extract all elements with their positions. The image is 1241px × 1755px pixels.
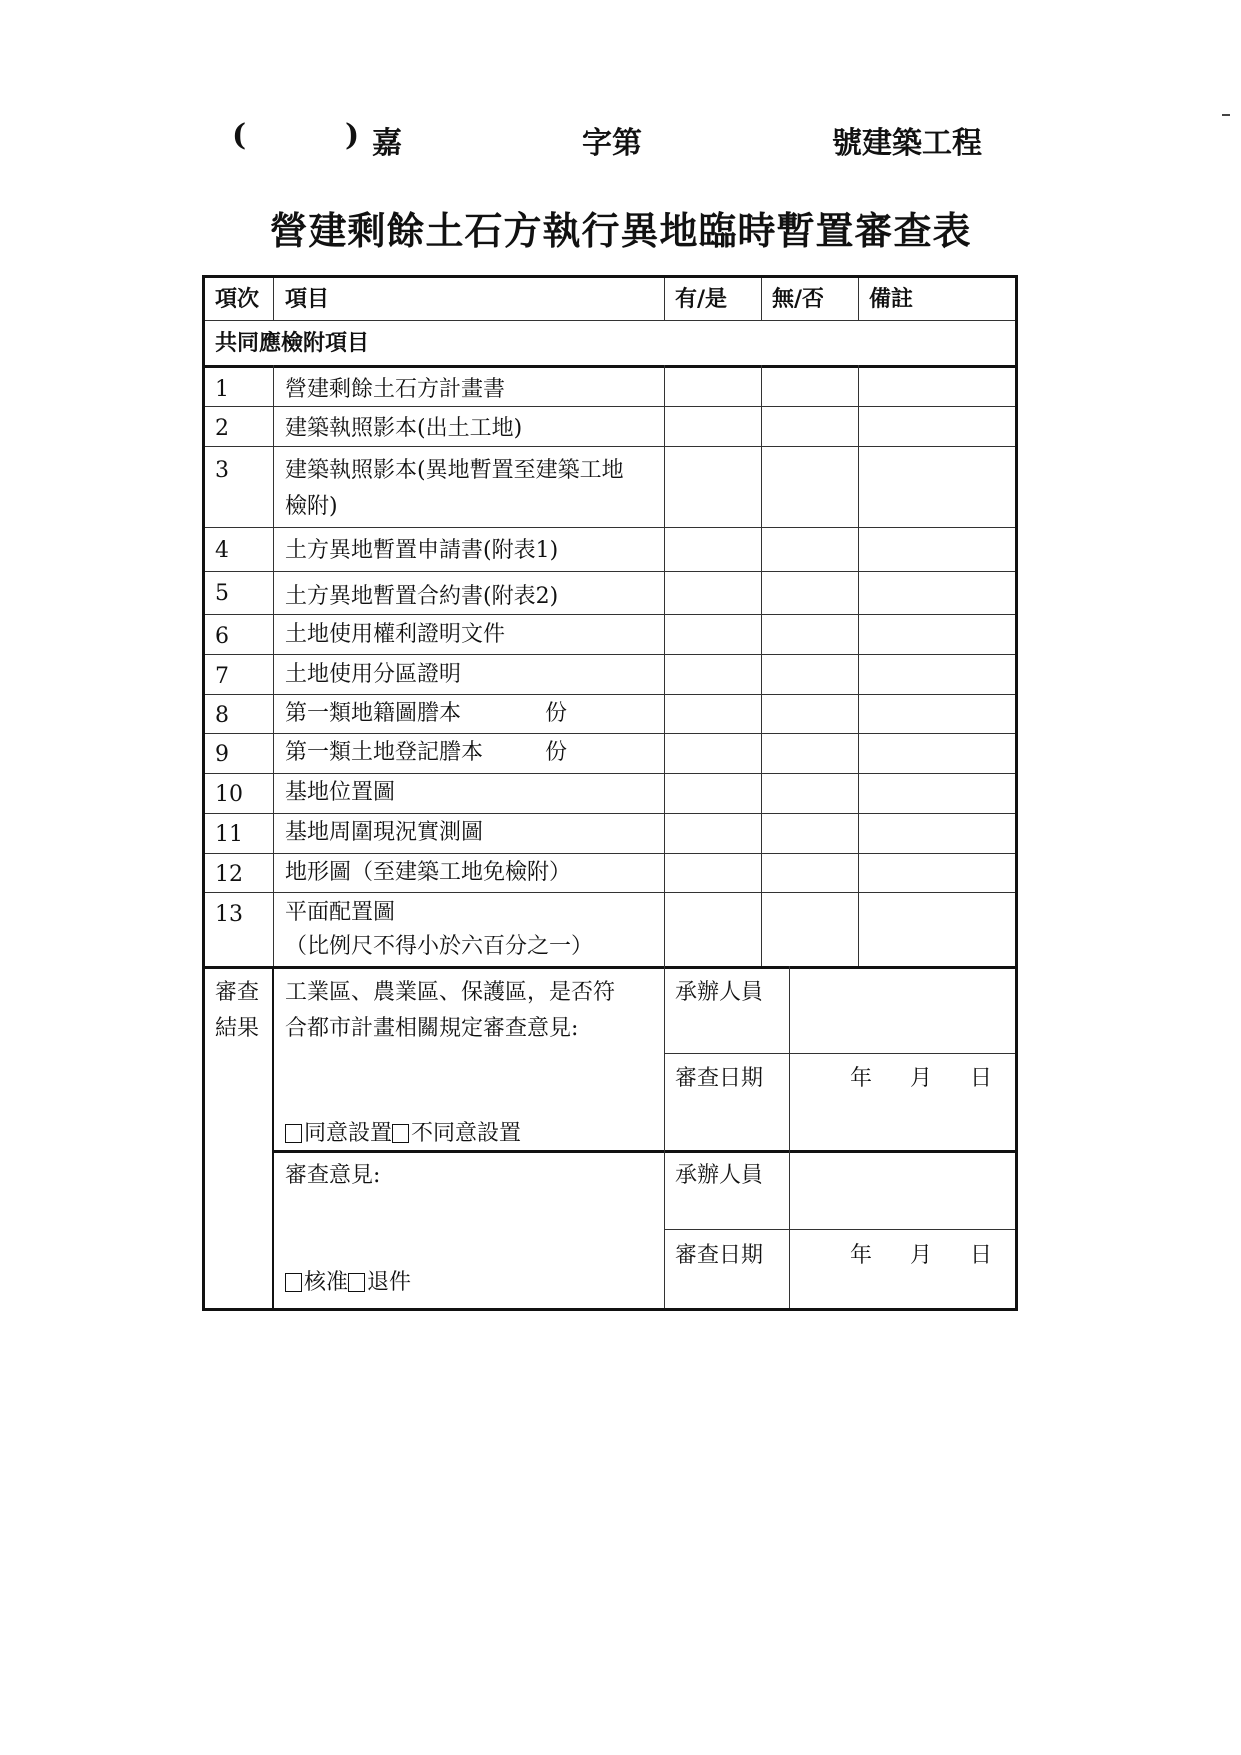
date-month: 月 [910, 1066, 933, 1091]
row-text: 地形圖（至建築工地免檢附） [285, 860, 572, 885]
rule-row12 [205, 892, 1015, 893]
section-label: 共同應檢附項目 [215, 330, 370, 356]
review-label: 審查 [215, 980, 260, 1005]
document-header [0, 118, 1241, 161]
rule-row7 [205, 694, 1015, 695]
vrule-no-head [761, 278, 762, 320]
row-text: 基地周圍現況實測圖 [285, 820, 484, 845]
header-paren-close: ) [345, 118, 360, 153]
opinion-label: 審查意見: [285, 1163, 381, 1188]
header-zi-di: 字第 [582, 126, 642, 161]
row-text: 平面配置圖 [285, 900, 396, 925]
vrule-no [761, 365, 762, 966]
rule-row8 [205, 733, 1015, 734]
vrule-yes-head [664, 278, 665, 320]
vrule-yes [664, 365, 665, 1308]
vrule-review-label [272, 966, 274, 1308]
date-year: 年 [850, 1243, 873, 1268]
row-text: 土地使用權利證明文件 [285, 622, 506, 647]
date-year: 年 [850, 1066, 873, 1091]
approve-label: 核准 [304, 1270, 349, 1295]
row-text: 建築執照影本(出土工地) [285, 416, 523, 441]
review-date-label: 審查日期 [675, 1243, 764, 1268]
zoning-question-cont: 合都市計畫相關規定審查意見: [285, 1016, 579, 1041]
review-date-label: 審查日期 [675, 1066, 764, 1091]
row-text: 第一類地籍圖謄本 [285, 701, 462, 726]
rule-review-top [205, 966, 1015, 969]
rule-row10 [205, 813, 1015, 814]
officer-label: 承辦人員 [675, 1163, 764, 1188]
vrule-index [273, 365, 274, 966]
rule-block1-mid [664, 1053, 1015, 1054]
row-no: 7 [215, 664, 229, 689]
return-checkbox[interactable] [348, 1273, 365, 1292]
col-header-yes: 有/是 [675, 286, 728, 312]
row-text-cont: 檢附) [285, 494, 338, 519]
row-no: 9 [215, 742, 229, 767]
rule-row9 [205, 773, 1015, 774]
row-no: 13 [215, 902, 243, 927]
vrule-officer [789, 966, 790, 1308]
rule-row3 [205, 527, 1015, 528]
row-no: 12 [215, 862, 243, 887]
rule-header [205, 320, 1015, 321]
row-text: 第一類土地登記謄本 [285, 740, 484, 765]
row-no: 8 [215, 703, 229, 728]
row-no: 2 [215, 416, 229, 441]
row-text: 土方異地暫置申請書(附表1) [285, 538, 559, 563]
col-header-index: 項次 [215, 286, 260, 312]
rule-row4 [205, 571, 1015, 572]
row-no: 5 [215, 581, 229, 606]
col-header-no: 無/否 [772, 286, 825, 312]
row-no: 1 [215, 377, 229, 402]
row-no: 3 [215, 458, 229, 483]
col-header-remark: 備註 [869, 286, 914, 312]
row-text: 土地使用分區證明 [285, 662, 462, 687]
rule-section [205, 365, 1015, 368]
header-hao: 號建築工程 [832, 126, 982, 161]
row-text: 營建剩餘土石方計畫書 [285, 377, 506, 402]
col-header-item: 項目 [285, 286, 330, 312]
officer-label: 承辦人員 [675, 980, 764, 1005]
header-jia: 嘉 [372, 126, 402, 161]
row-no: 10 [215, 782, 243, 807]
row-unit: 份 [545, 701, 568, 726]
date-day: 日 [970, 1066, 993, 1091]
vrule-index-head [273, 278, 274, 320]
rule-block2-mid [664, 1229, 1015, 1230]
rule-row6 [205, 654, 1015, 655]
agree-checkbox[interactable] [285, 1124, 302, 1143]
vrule-remark-head [858, 278, 859, 320]
page-title: 營建剩餘土石方執行異地臨時暫置審查表 [269, 208, 972, 253]
row-text: 建築執照影本(異地暫置至建築工地 [285, 458, 624, 483]
review-label: 結果 [215, 1016, 260, 1041]
review-table [202, 275, 1018, 1311]
vrule-remark [858, 365, 859, 966]
row-text-cont: （比例尺不得小於六百分之一） [285, 934, 594, 959]
return-label: 退件 [367, 1270, 412, 1295]
disagree-checkbox[interactable] [392, 1124, 409, 1143]
scan-mark [1222, 114, 1230, 116]
row-no: 6 [215, 624, 229, 649]
agree-label: 同意設置 [304, 1121, 393, 1146]
date-day: 日 [970, 1243, 993, 1268]
approve-checkbox[interactable] [285, 1273, 302, 1292]
row-unit: 份 [545, 740, 568, 765]
approval-options [285, 1265, 411, 1300]
row-text: 基地位置圖 [285, 780, 396, 805]
row-no: 11 [215, 822, 243, 847]
header-paren-open: ( [232, 118, 247, 153]
date-month: 月 [910, 1243, 933, 1268]
disagree-label: 不同意設置 [411, 1121, 522, 1146]
zoning-options [285, 1116, 521, 1151]
row-no: 4 [215, 538, 229, 563]
zoning-question: 工業區、農業區、保護區，是否符 [285, 980, 616, 1005]
rule-row11 [205, 853, 1015, 854]
row-text: 土方異地暫置合約書(附表2) [285, 584, 559, 609]
